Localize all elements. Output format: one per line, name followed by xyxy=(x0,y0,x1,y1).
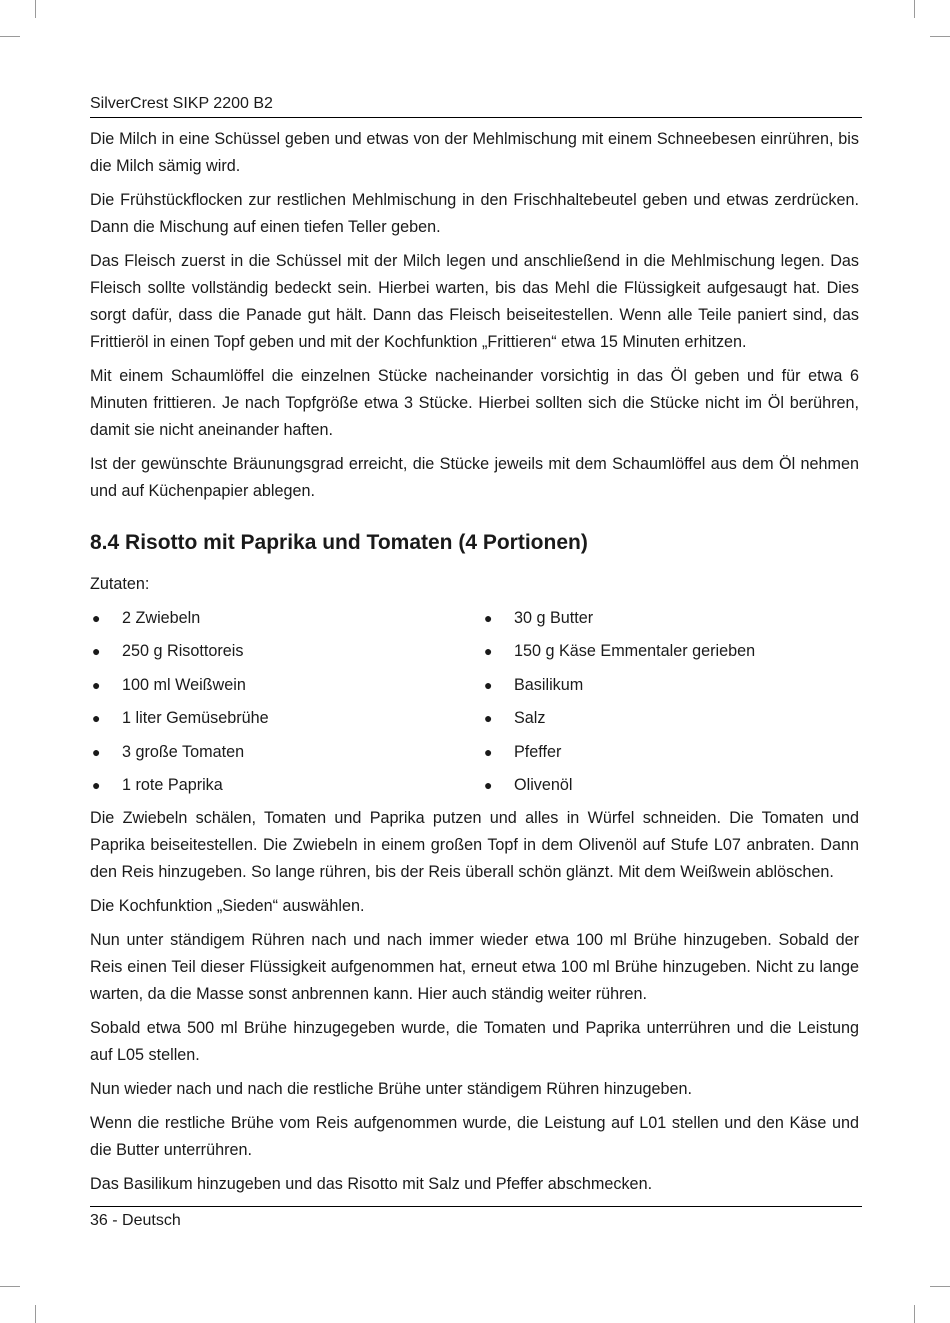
ingredient-label: Basilikum xyxy=(514,675,584,694)
list-item xyxy=(90,705,482,738)
header-rule xyxy=(90,117,862,118)
ingredient-label: 1 rote Paprika xyxy=(122,775,223,794)
list-item xyxy=(90,772,482,805)
ingredient-label: 3 große Tomaten xyxy=(122,742,245,761)
list-item xyxy=(90,672,482,705)
crop-mark-bottom-right xyxy=(914,1305,915,1323)
bullet-icon: ● xyxy=(92,643,101,660)
bullet-icon: ● xyxy=(92,776,101,793)
crop-mark-top-left-h xyxy=(0,36,20,37)
list-item xyxy=(90,739,482,772)
ingredient-label: 150 g Käse Emmentaler gerieben xyxy=(514,642,756,661)
step-paragraph: Sobald etwa 500 ml Brühe hinzugegeben wurde, die Tomaten und Paprika unterrühren und die Leistung auf L05 stellen. xyxy=(90,1019,859,1065)
bullet-icon: ● xyxy=(484,610,493,626)
section-heading: 8.4 Risotto mit Paprika und Tomaten (4 Portionen) xyxy=(90,531,588,554)
intro-paragraph: Das Fleisch zuerst in die Schüssel mit der Milch legen und anschließend in die Mehlmischung legen. Das Fleisch sollte vollständig bedeckt sein. Hierbei warten, bis das Mehl die Flüssigkeit aufgesaugt hat. Dies sorgt dafür, dass die Panade gut hält. Dann das Fleisch beiseitestellen. Wenn alle Teile paniert sind, das Frittieröl in einen Topf geben und mit der Kochfunktion „Frittieren“ etwa 15 Minuten erhitzen. xyxy=(90,252,859,351)
step-paragraph: Wenn die restliche Brühe vom Reis aufgenommen wurde, die Leistung auf L01 stellen und den Käse und die Butter unterrühren. xyxy=(90,1114,859,1160)
ingredient-label: Salz xyxy=(514,709,546,728)
footer-rule xyxy=(90,1206,862,1207)
step-paragraph: Die Kochfunktion „Sieden“ auswählen. xyxy=(90,897,365,916)
list-item xyxy=(482,772,859,805)
crop-mark-top-left xyxy=(35,0,36,18)
list-item xyxy=(90,605,482,638)
bullet-icon: ● xyxy=(484,643,493,660)
ingredient-label: 2 Zwiebeln xyxy=(122,609,201,627)
bullet-icon: ● xyxy=(92,610,101,626)
page-footer: 36 - Deutsch xyxy=(90,1212,181,1229)
intro-paragraph: Mit einem Schaumlöffel die einzelnen Stücke nacheinander vorsichtig in das Öl geben und für etwa 6 Minuten frittieren. Je nach Topfgröße etwa 3 Stücke. Hierbei sollten sich die Stücke nicht im Öl berühren, damit sie nicht aneinander haften. xyxy=(90,367,859,439)
list-item xyxy=(482,739,859,772)
ingredient-label: 1 liter Gemüsebrühe xyxy=(122,709,269,728)
ingredient-label: Pfeffer xyxy=(514,742,562,761)
list-item xyxy=(90,638,482,671)
ingredient-label: 30 g Butter xyxy=(514,609,594,627)
step-paragraph: Nun wieder nach und nach die restliche Brühe unter ständigem Rühren hinzugeben. xyxy=(90,1080,693,1099)
ingredient-label: 100 ml Weißwein xyxy=(122,675,246,694)
ingredient-label: Olivenöl xyxy=(514,775,573,794)
list-item xyxy=(482,605,859,638)
page-content xyxy=(90,126,859,1205)
ingredients-label: Zutaten: xyxy=(90,575,150,593)
step-paragraph: Nun unter ständigem Rühren nach und nach immer wieder etwa 100 ml Brühe hinzugeben. Sobald der Reis einen Teil dieser Flüssigkeit aufgenommen hat, erneut etwa 100 ml Brühe hinzugeben. Nicht zu lange warten, da die Masse sonst anbrennen kann. Hier auch ständig weiter rühren. xyxy=(90,931,859,1004)
ingredient-label: 250 g Risottoreis xyxy=(122,642,244,661)
bullet-icon: ● xyxy=(484,676,493,693)
bullet-icon: ● xyxy=(484,743,493,760)
crop-mark-bottom-right-h xyxy=(930,1286,950,1287)
list-item xyxy=(482,672,859,705)
list-item xyxy=(482,638,859,671)
bullet-icon: ● xyxy=(92,676,101,693)
intro-paragraph: Die Milch in eine Schüssel geben und etwas von der Mehlmischung mit einem Schneebesen einrühren, bis die Milch sämig wird. xyxy=(90,130,859,175)
bullet-icon: ● xyxy=(484,776,493,793)
bullet-icon: ● xyxy=(92,710,101,727)
crop-mark-bottom-left-h xyxy=(0,1286,20,1287)
crop-mark-top-right-h xyxy=(930,36,950,37)
crop-mark-bottom-left xyxy=(35,1305,36,1323)
intro-paragraph: Die Frühstückflocken zur restlichen Mehlmischung in den Frischhaltebeutel geben und etwas zerdrücken. Dann die Mischung auf einen tiefen Teller geben. xyxy=(90,191,859,236)
bullet-icon: ● xyxy=(484,710,493,727)
ingredients-list xyxy=(90,605,859,805)
step-paragraph: Das Basilikum hinzugeben und das Risotto mit Salz und Pfeffer abschmecken. xyxy=(90,1175,653,1194)
list-item xyxy=(482,705,859,738)
bullet-icon: ● xyxy=(92,743,101,760)
page-header: SilverCrest SIKP 2200 B2 xyxy=(90,95,273,112)
intro-paragraph: Ist der gewünschte Bräunungsgrad erreicht, die Stücke jeweils mit dem Schaumlöffel aus dem Öl nehmen und auf Küchenpapier ablegen. xyxy=(90,455,859,500)
crop-mark-top-right xyxy=(914,0,915,18)
step-paragraph: Die Zwiebeln schälen, Tomaten und Paprika putzen und alles in Würfel schneiden. Die Tomaten und Paprika beiseitestellen. Die Zwiebeln in einem großen Topf in dem Olivenöl auf Stufe L07 anbraten. Dann den Reis hinzugeben. So lange rühren, bis der Reis überall schön glänzt. Mit dem Weißwein ablöschen. xyxy=(90,809,859,882)
